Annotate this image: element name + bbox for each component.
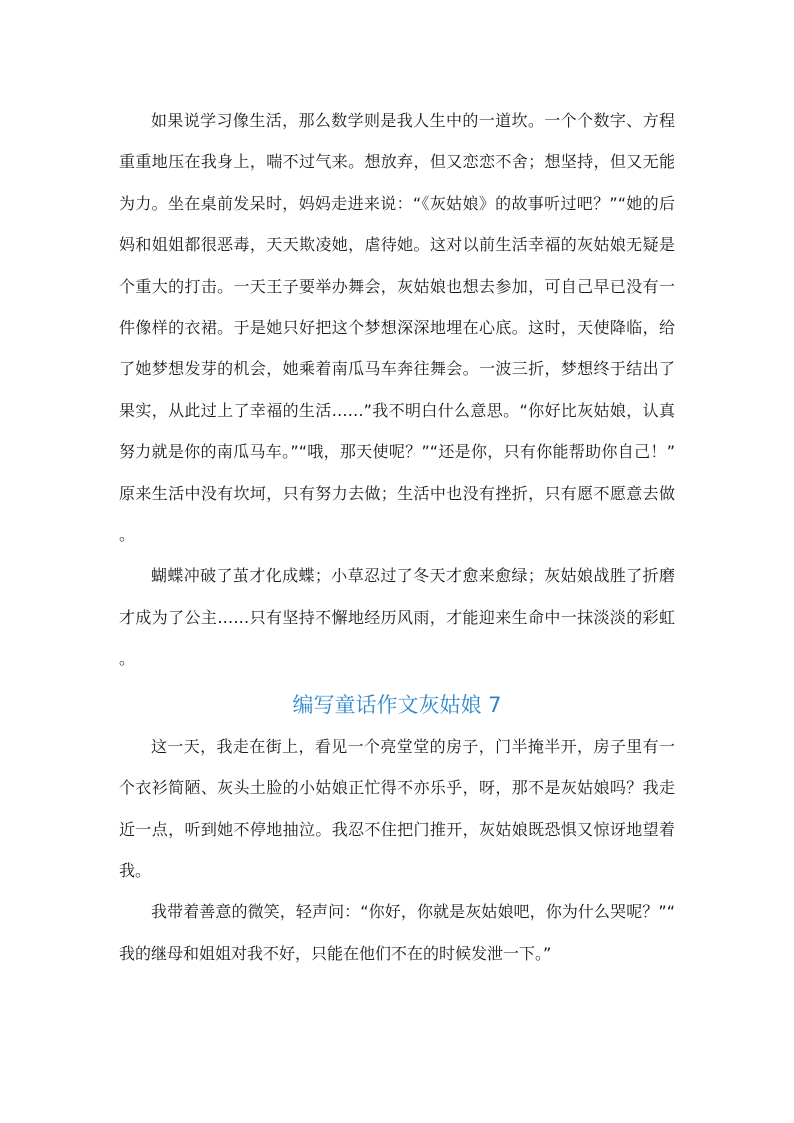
paragraph-math-cinderella: 如果说学习像生活，那么数学则是我人生中的一道坎。一个个数字、方程重重地压在我身上，喘不过气来。想放弃，但又恋恋不舍；想坚持，但又无能为力。坐在桌前发呆时，妈妈走进来说：“《灰姑娘》的故事听过吧？”“她的后妈和姐姐都很恶毒，天天欺凌她，虐待她。这对以前生活幸福的灰姑娘无疑是个重大的打击。一天王子要举办舞会，灰姑娘也想去参加，可自己早已没有一件像样的衣裙。于是她只好把这个梦想深深地埋在心底。这时，天使降临，给了她梦想发芽的机会，她乘着南瓜马车奔往舞会。一波三折，梦想终于结出了果实，从此过上了幸福的生活……”我不明白什么意思。“你好比灰姑娘，认真努力就是你的南瓜马车。”“哦，那天使呢？”“还是你，只有你能帮助你自己！”原来生活中没有坎坷，只有努力去做；生活中也没有挫折，只有愿不愿意去做。 xyxy=(119,111,675,545)
document-page xyxy=(119,100,675,974)
section-heading: 编写童话作文灰姑娘 7 xyxy=(292,692,502,717)
paragraph-perseverance: 蝴蝶冲破了茧才化成蝶；小草忍过了冬天才愈来愈绿；灰姑娘战胜了折磨才成为了公主……只有坚持不懈地经历风雨，才能迎来生命中一抹淡淡的彩虹。 xyxy=(119,566,675,669)
paragraph-dialogue: 我带着善意的微笑，轻声问：“你好，你就是灰姑娘吧，你为什么哭呢？”“我的继母和姐姐对我不好，只能在他们不在的时候发泄一下。” xyxy=(119,902,675,963)
paragraph-street-encounter: 这一天，我走在街上，看见一个亮堂堂的房子，门半掩半开，房子里有一个衣衫简陋、灰头土脸的小姑娘正忙得不亦乐乎，呀，那不是灰姑娘吗？我走近一点，听到她不停地抽泣。我忍不住把门推开，灰姑娘既恐惧又惊讶地望着我。 xyxy=(119,736,675,880)
